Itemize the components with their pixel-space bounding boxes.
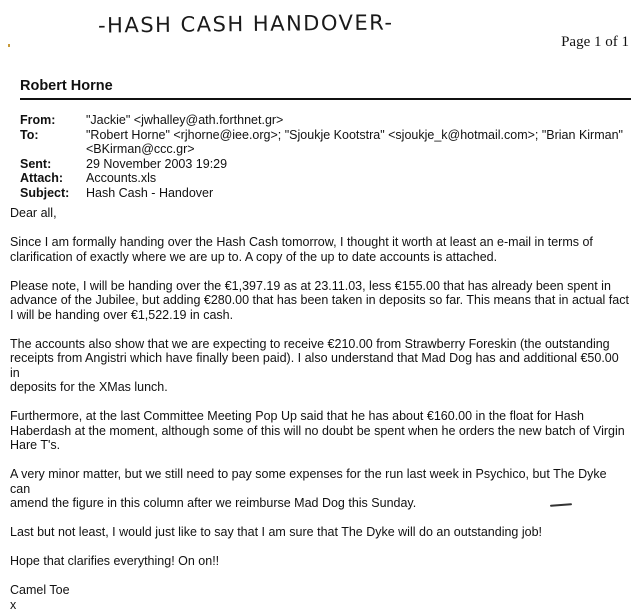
attachment-filename: Accounts.xls [86,171,631,186]
handwritten-title: -HASH CASH HANDOVER- [98,10,394,37]
signature: Camel Toe [10,583,630,598]
sender-name: Robert Horne [20,78,113,94]
paragraph-3-line: receipts from Angistri which have finally been paid). I also understand that Mad Dog has and additional €50.00 in [10,351,619,380]
paragraph-1-line: clarification of exactly where we are up to. A copy of the up to date accounts is attached. [10,250,497,264]
paragraph-4 [10,409,630,453]
to-row [20,128,631,157]
sent-label: Sent: [20,157,86,172]
sent-value: 29 November 2003 19:29 [86,157,631,172]
to-value [86,128,631,157]
greeting: Dear all, [10,206,630,221]
email-header [20,113,631,200]
page-number: Page 1 of 1 [561,34,629,51]
paragraph-6: Last but not least, I would just like to say that I am sure that The Dyke will do an outstanding job! [10,525,630,540]
paragraph-3-line: The accounts also show that we are expecting to receive €210.00 from Strawberry Foreskin (the outstanding [10,337,610,351]
attach-label: Attach: [20,171,86,186]
paragraph-2-line: Please note, I will be handing over the €1,397.19 as at 23.11.03, less €155.00 that has already been spent in [10,279,611,293]
header-divider [20,98,631,100]
sent-row [20,157,631,172]
subject-label: Subject: [20,186,86,201]
paragraph-5-line: A very minor matter, but we still need to pay some expenses for the run last week in Psychico, but The Dyke can [10,467,607,496]
subject-value: Hash Cash - Handover [86,186,631,201]
paragraph-4-line: Haberdash at the moment, although some of this will no doubt be spent when he orders the new batch of Virgin [10,424,625,438]
signature-kiss: x [10,598,630,612]
paragraph-3 [10,337,630,395]
to-value-line2: <BKirman@ccc.gr> [86,142,631,157]
paragraph-2-line: advance of the Jubilee, but adding €280.00 that has been taken in deposits so far. This means that in actual fact [10,293,629,307]
attach-row [20,171,631,186]
paragraph-3-line: deposits for the XMas lunch. [10,380,168,394]
paragraph-5-line: amend the figure in this column after we reimburse Mad Dog this Sunday. [10,496,416,510]
paragraph-1-line: Since I am formally handing over the Hash Cash tomorrow, I thought it worth at least an e-mail in terms of [10,235,593,249]
subject-row [20,186,631,201]
email-body [10,206,630,612]
from-row [20,113,631,128]
from-value: "Jackie" <jwhalley@ath.forthnet.gr> [86,113,631,128]
paragraph-4-line: Furthermore, at the last Committee Meeting Pop Up said that he has about €160.00 in the float for Hash [10,409,584,423]
to-value-line1: "Robert Horne" <rjhorne@iee.org>; "Sjoukje Kootstra" <sjoukje_k@hotmail.com>; "Brian Kirman" [86,128,631,143]
paragraph-5 [10,467,630,511]
paragraph-4-line: Hare T's. [10,438,60,452]
paragraph-2 [10,279,630,323]
pen-mark [8,44,10,47]
to-label: To: [20,128,86,157]
paragraph-2-line: I will be handing over €1,522.19 in cash. [10,308,233,322]
paragraph-1 [10,235,630,264]
from-label: From: [20,113,86,128]
paragraph-7: Hope that clarifies everything! On on!! [10,554,630,569]
